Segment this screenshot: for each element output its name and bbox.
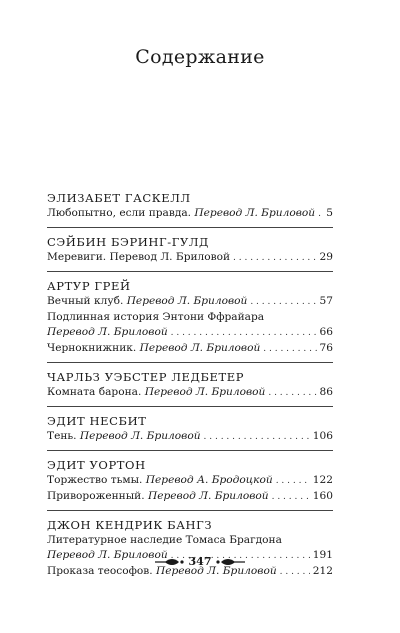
section-divider	[47, 510, 333, 511]
author-heading: ЭДИТ НЕСБИТ	[47, 414, 147, 428]
entry-translator: Перевод Л. Бриловой	[194, 207, 316, 219]
entry-translator: Перевод Л. Бриловой	[47, 326, 168, 338]
entry-title: Вечный клуб.	[47, 295, 124, 307]
page-number: 347	[188, 555, 212, 568]
entry-translator: Перевод Л. Бриловой	[139, 342, 261, 354]
dot-leader	[263, 342, 316, 357]
toc-entry	[47, 250, 333, 266]
entry-translator: Перевод Л. Бриловой	[144, 386, 266, 398]
dot-leader	[171, 326, 317, 341]
entry-page: 76	[319, 342, 333, 354]
entry-page: 66	[319, 326, 333, 338]
entry-title: Меревиги. Перевод Л. Бриловой	[47, 251, 231, 263]
entry-translator: Перевод Л. Бриловой	[47, 549, 168, 561]
entry-title: Любопытно, если правда.	[47, 207, 192, 219]
toc-entry	[47, 206, 333, 222]
entry-page: 86	[319, 386, 333, 398]
entry-page: 212	[312, 565, 333, 577]
entry-page: 106	[312, 430, 333, 442]
section-divider	[47, 271, 333, 272]
page-title: Содержание	[135, 46, 265, 68]
entry-title: Проказа теософов.	[47, 565, 153, 577]
entry-title: Торжество тьмы.	[47, 474, 143, 486]
dot-leader	[318, 207, 323, 222]
right-ornament-icon	[215, 557, 245, 567]
toc-entry	[47, 325, 333, 341]
entry-title: Тень.	[47, 430, 77, 442]
toc-entry	[47, 473, 333, 489]
toc-entry	[47, 385, 333, 401]
dot-leader	[204, 430, 310, 445]
author-heading: ДЖОН КЕНДРИК БАНГЗ	[47, 518, 213, 532]
entry-title: Подлинная история Энтони Ффрайара	[47, 311, 265, 323]
author-heading: СЭЙБИН БЭРИНГ-ГУЛД	[47, 235, 210, 249]
author-heading: ЧАРЛЬЗ УЭБСТЕР ЛЕДБЕТЕР	[47, 370, 245, 384]
dot-leader	[233, 251, 316, 266]
entry-page: 29	[319, 251, 333, 263]
section-divider	[47, 406, 333, 407]
toc-entry	[47, 341, 333, 357]
author-heading: ЭЛИЗАБЕТ ГАСКЕЛЛ	[47, 191, 191, 205]
entry-title: Привороженный.	[47, 490, 145, 502]
dot-leader	[268, 386, 316, 401]
entry-translator: Перевод Л. Бриловой	[79, 430, 201, 442]
dot-leader	[250, 295, 316, 310]
section-divider	[47, 227, 333, 228]
dot-leader	[276, 474, 310, 489]
toc-entry	[47, 294, 333, 310]
section-divider	[47, 450, 333, 451]
author-heading: ЭДИТ УОРТОН	[47, 458, 146, 472]
left-ornament-icon	[155, 557, 185, 567]
entry-page: 57	[319, 295, 333, 307]
toc-entry	[47, 429, 333, 445]
entry-page: 122	[312, 474, 333, 486]
entry-page: 160	[312, 490, 333, 502]
entry-title: Литературное наследие Томаса Брагдона	[47, 534, 282, 546]
entry-title: Комната барона.	[47, 386, 142, 398]
page-footer	[0, 555, 400, 568]
entry-page: 5	[326, 207, 333, 219]
entry-translator: Перевод Л. Бриловой	[126, 295, 248, 307]
entry-title: Чернокнижник.	[47, 342, 137, 354]
toc-entry	[47, 489, 333, 505]
dot-leader	[272, 490, 310, 505]
entry-page: 191	[312, 549, 333, 561]
table-of-contents	[47, 190, 333, 580]
entry-translator: Перевод Л. Бриловой	[156, 565, 277, 577]
entry-translator: Перевод Л. Бриловой	[147, 490, 269, 502]
section-divider	[47, 362, 333, 363]
author-heading: АРТУР ГРЕЙ	[47, 279, 131, 293]
entry-translator: Перевод А. Бродоцкой	[145, 474, 273, 486]
